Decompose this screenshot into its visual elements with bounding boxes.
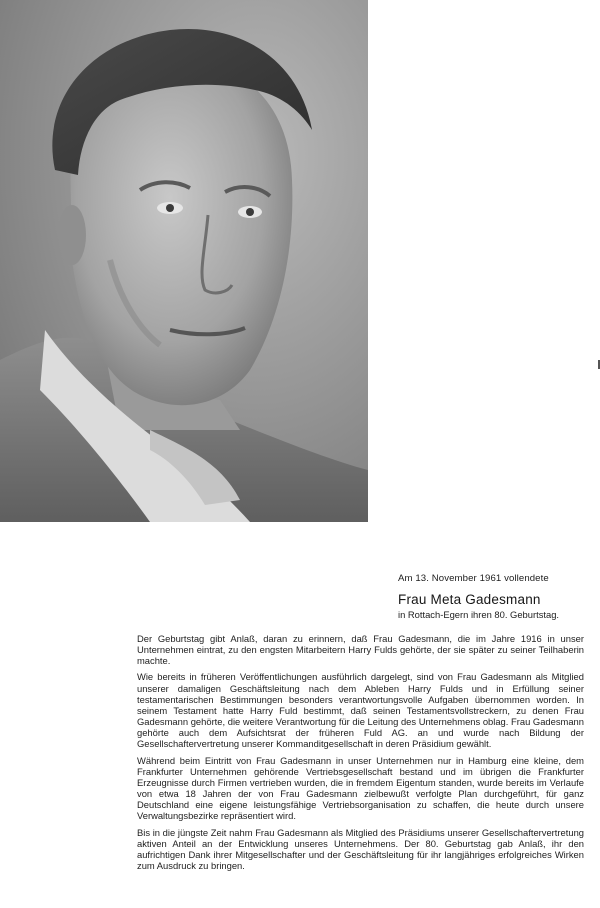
intro-line-container: [398, 573, 598, 584]
portrait-illustration: [0, 0, 368, 522]
honoree-name: Frau Meta Gadesmann: [398, 592, 541, 607]
paragraph-2: Wie bereits in früheren Veröffentlichungen ausführlich dargelegt, sind von Frau Gadesmann als Mitglied unserer damaligen Geschäftsleitung nach dem Ableben Harry Fulds und in Erfüllung seiner testamentarischen Bestimmungen besonders verantwortungsvolle Aufgaben übernommen worden. In seinem Testament hatte Harry Fuld bestimmt, daß seinen Testamentsvollstreckern, zu denen Frau Gadesmann gehörte, die weitere Verantwortung für die Leitung des Unternehmens oblag. Frau Gadesmann gehörte auch dem Aufsichtsrat der früheren Fuld AG. an und wurde nach Bildung der Gesellschaftervertretung unserer Kommanditgesellschaft in deren Präsidium gewählt.: [137, 671, 584, 750]
paragraph-1: Der Geburtstag gibt Anlaß, daran zu erinnern, daß Frau Gadesmann, die im Jahre 1916 in unser Unternehmen eintrat, zu den engsten Mitarbeitern Harry Fulds gehörte, der sie später zu seiner Teilhaberin machte.: [137, 633, 584, 667]
portrait-photo: [0, 0, 368, 522]
article-body: [137, 633, 584, 876]
honoree-subline: in Rottach-Egern ihren 80. Geburtstag.: [398, 609, 560, 620]
paragraph-4: Bis in die jüngste Zeit nahm Frau Gadesmann als Mitglied des Präsidiums unserer Gesellschaftervertretung aktiven Anteil an der Entwicklung unseres Unternehmens. Der 80. Geburtstag gab Anlaß, ihr den aufrichtigen Dank ihrer Mitgesellschafter und der Geschäftsleitung für ihr langjähriges erfolgreiches Wirken zum Ausdruck zu bringen.: [137, 826, 584, 871]
paragraph-3: Während beim Eintritt von Frau Gadesmann in unser Unternehmen nur in Hamburg eine kleine, dem Frankfurter Unternehmen gehörende Vertriebsgesellschaft bestand und im übrigen die Frankfurter Erzeugnisse durch Firmen vertrieben wurden, die in fremdem Eigentum standen, wurde bereits im Verlaufe von etwa 18 Jahren der von Frau Gadesmann zielbewußt verfolgte Plan durchgeführt, für ganz Deutschland eine eigene leistungsfähige Vertriebsorganisation zu schaffen, die heute durch unsere Verwaltungsbezirke repräsentiert wird.: [137, 754, 584, 822]
intro-line: Am 13. November 1961 vollendete: [398, 573, 549, 584]
